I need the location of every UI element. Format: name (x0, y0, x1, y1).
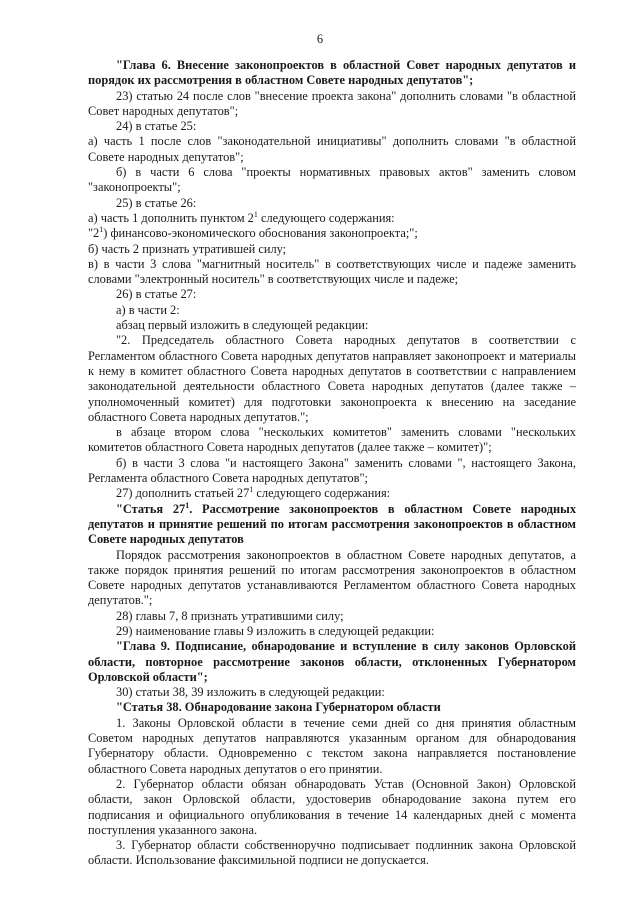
paragraph: а) часть 1 дополнить пунктом $2^1$ следующего содержания: (88, 209, 395, 225)
paragraph: 25) в статье 26: (116, 195, 197, 210)
paragraph: "2. Председатель областного Совета народных депутатов в соответствии с Регламентом областного Совета народных депутатов направляет законопроект и материалы к нему в комитет областного Совета народных депутатов в соответствии с направлением законодательной деятельности областного Совета народных депутатов (далее также – уполномоченный комитет) для подготовки законопроекта к внесению на заседание областного Совета народных депутатов."; (88, 333, 576, 424)
paragraph: Порядок рассмотрения законопроектов в областном Совете народных депутатов, а также порядок принятия решений по итогам рассмотрения законопроектов в областном Совете народных депутатов устанавливаются Регламентом областного Совета народных депутатов."; (88, 547, 576, 608)
paragraph: б) в части 3 слова "и настоящего Закона" заменить словами ", настоящего Закона, Регламента областного Совета народных депутатов"; (88, 455, 576, 486)
section-heading: "Глава 9. Подписание, обнародование и вступление в силу законов Орловской области, повторное рассмотрение законов области, отклоненных Губернатором Орловской области"; (88, 639, 576, 684)
paragraph: 28) главы 7, 8 признать утратившими силу; (116, 608, 344, 623)
paragraph: 24) в статье 25: (116, 119, 197, 134)
paragraph: а) часть 1 после слов "законодательной инициативы" дополнить словами "в областной Совете народных депутатов"; (88, 134, 576, 164)
page-number: 6 (316, 32, 324, 46)
paragraph: а) в части 2: (116, 302, 180, 317)
section-heading: "Глава 6. Внесение законопроектов в областной Совет народных депутатов и порядок их рассмотрения в областном Совете народных депутатов"; (88, 58, 576, 88)
paragraph: 23) статью 24 после слов "внесение проекта закона" дополнить словами "в областной Совет народных депутатов"; (88, 88, 576, 118)
paragraph: "$2^1$) финансово-экономического обоснования законопроекта;"; (88, 225, 418, 241)
paragraph: б) в части 6 слова "проекты нормативных правовых актов" заменить словом "законопроекты"; (88, 165, 576, 195)
paragraph: в абзаце втором слова "нескольких комитетов" заменить словами "нескольких комитетов областного Совета народных депутатов (далее также – комитет)"; (88, 425, 576, 455)
paragraph: 27) дополнить статьей $27^1$ следующего содержания: (116, 485, 391, 501)
paragraph: 3. Губернатор области собственноручно подписывает подлинник закона Орловской области. Использование факсимильной подписи не допускается. (88, 838, 576, 868)
paragraph: абзац первый изложить в следующей редакции: (116, 318, 369, 333)
paragraph: 29) наименование главы 9 изложить в следующей редакции: (116, 623, 435, 638)
paragraph: 1. Законы Орловской области в течение семи дней со дня принятия областным Советом народных депутатов направляются указанным органом для обнародования Губернатору области. Одновременно с текстом закона направляется постановление областного Совета народных депутатов о его принятии. (88, 715, 576, 776)
paragraph: 30) статьи 38, 39 изложить в следующей редакции: (116, 685, 385, 700)
document-body (88, 58, 576, 869)
paragraph: в) в части 3 слова "магнитный носитель" в соответствующих числе и падеже заменить словами "электронный носитель" в соответствующих числе и падеже; (88, 256, 576, 287)
section-heading: "Статья $27^1$. Рассмотрение законопроектов в областном Совете народных депутатов и принятие решений по итогам рассмотрения законопроектов в областном Совете народных депутатов (88, 500, 577, 547)
paragraph: б) часть 2 признать утратившей силу; (88, 241, 287, 256)
section-heading: "Статья 38. Обнародование закона Губернатором области (116, 700, 441, 715)
paragraph: 2. Губернатор области обязан обнародовать Устав (Основной Закон) Орловской области, закон Орловской области, удостоверив обнародование закона путем его подписания и официального опубликования в течение 14 календарных дней с момента поступления указанного закона. (88, 776, 576, 837)
paragraph: 26) в статье 27: (116, 287, 197, 302)
